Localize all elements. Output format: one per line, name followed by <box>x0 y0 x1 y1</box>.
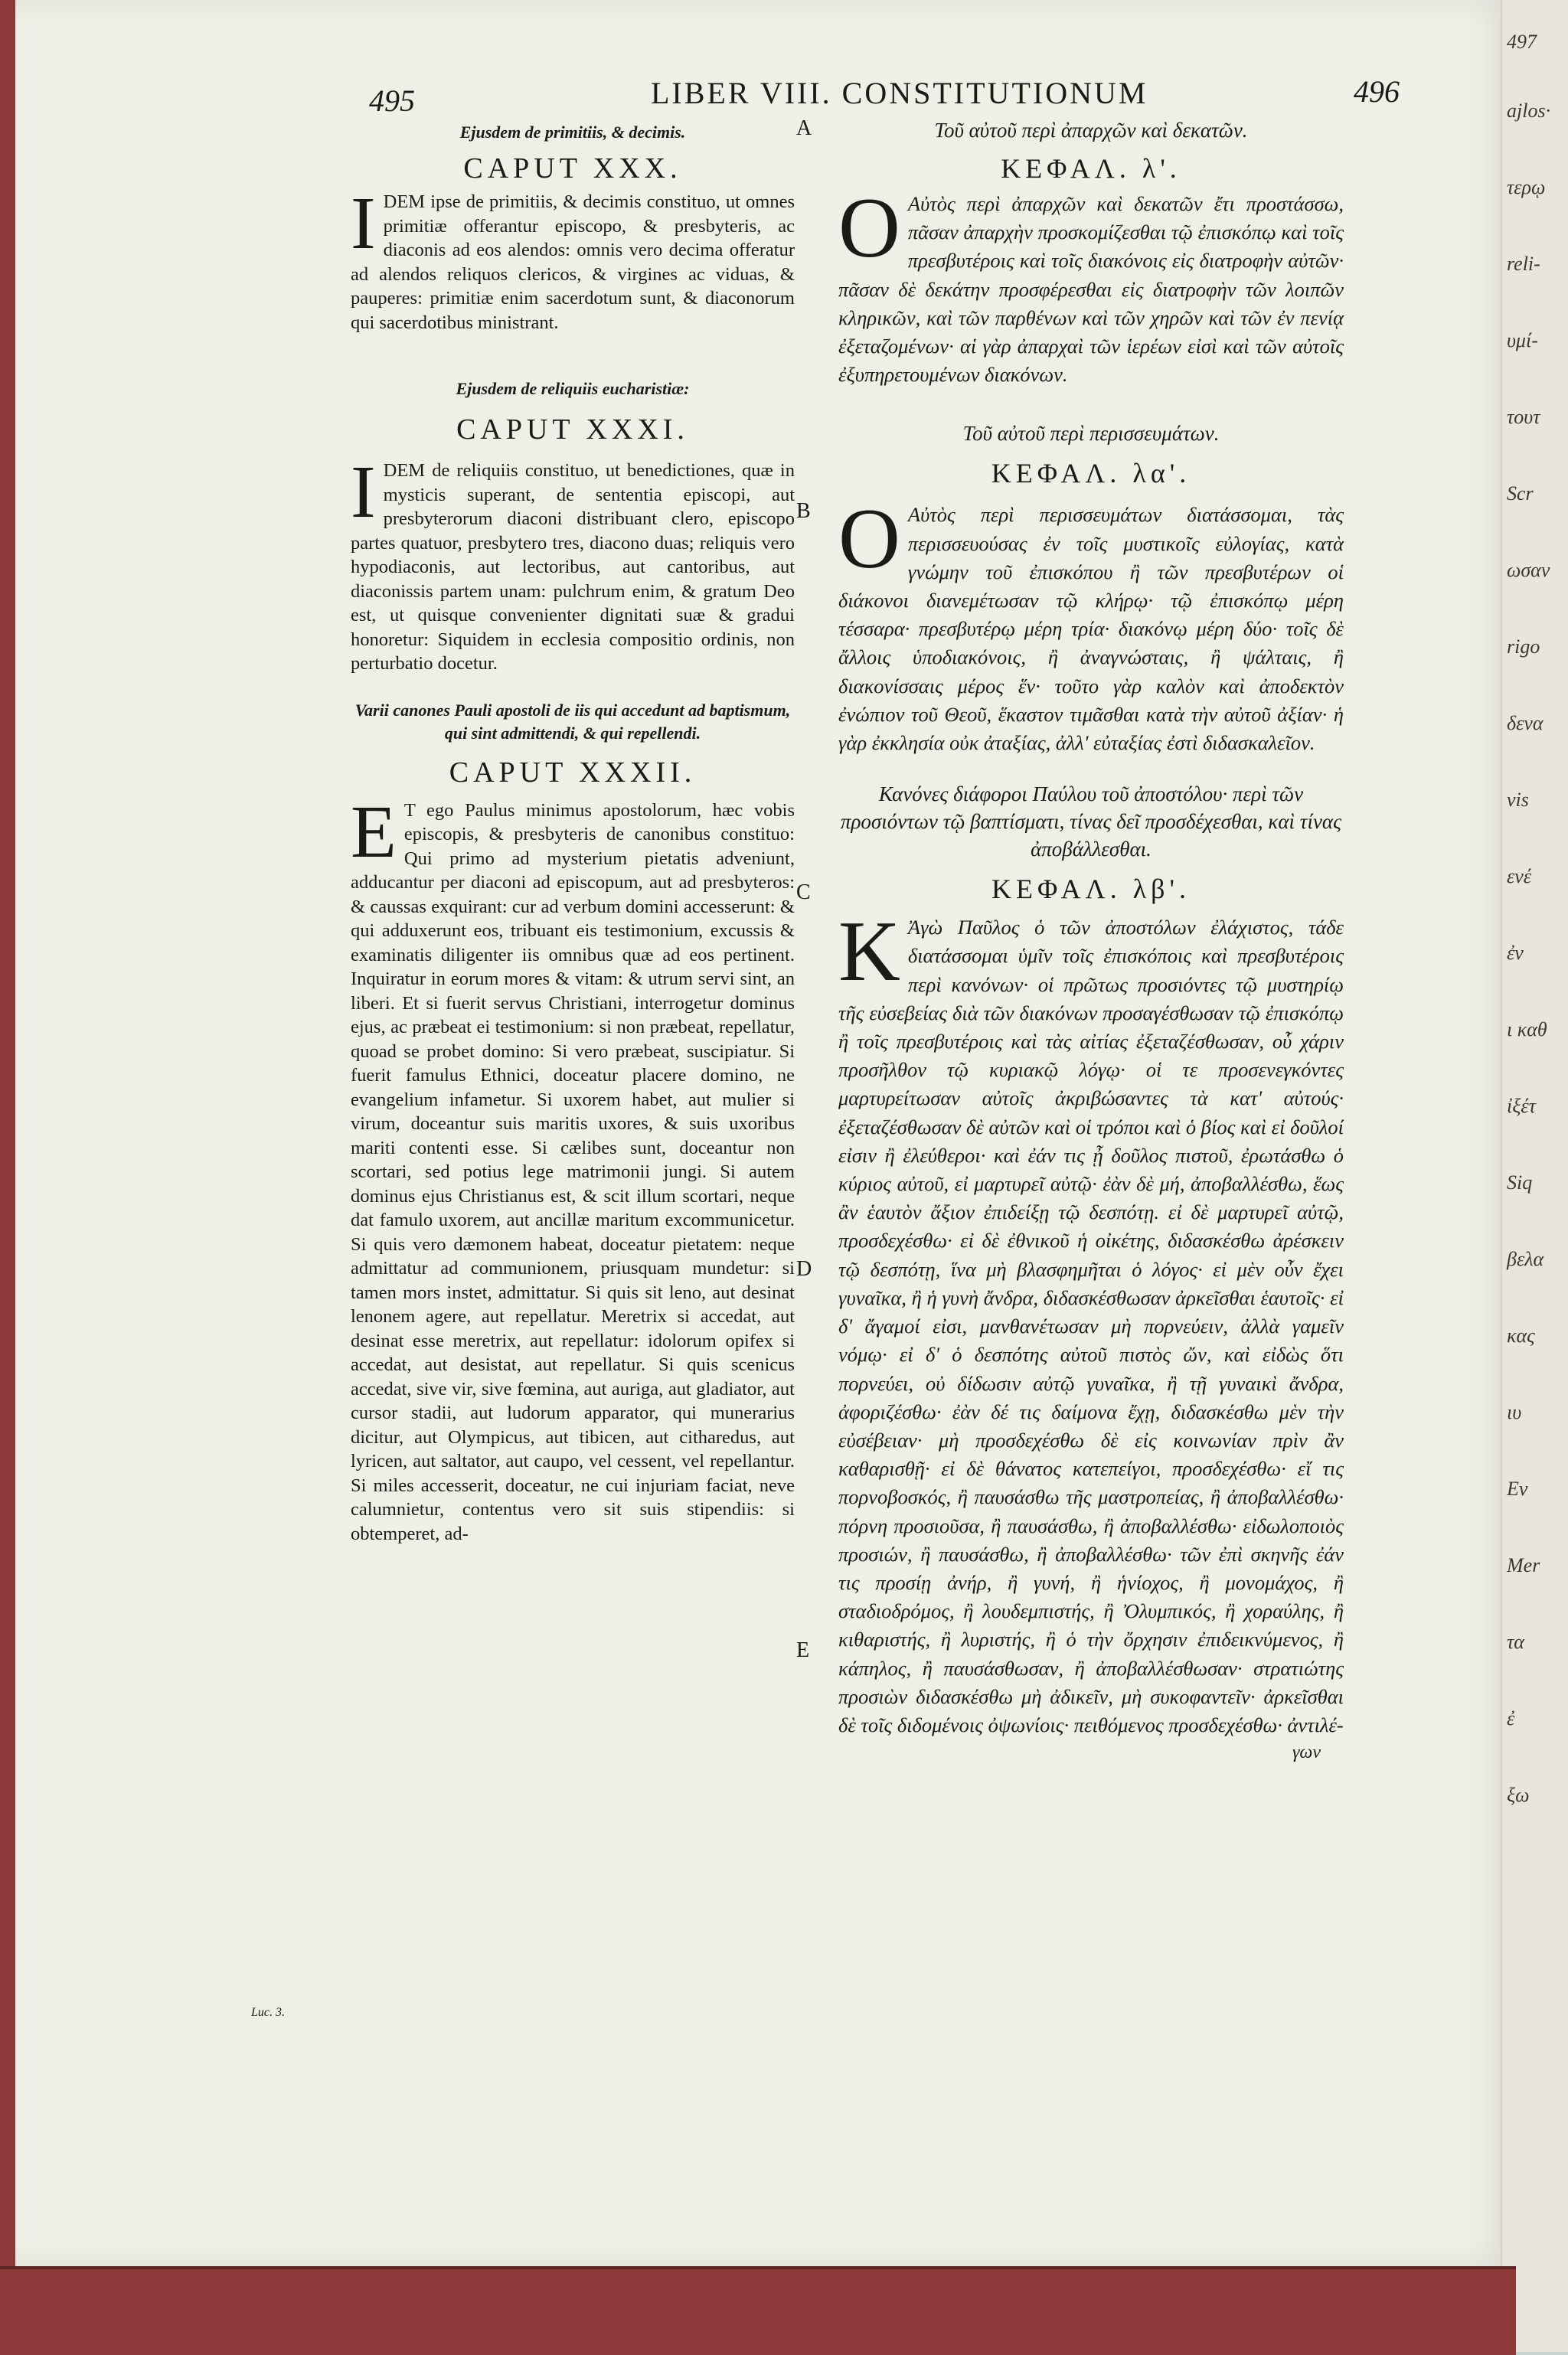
chapter-30-subtitle-latin: Ejusdem de primitiis, & decimis. <box>459 122 686 142</box>
edge-text: ιυ <box>1507 1401 1522 1423</box>
edge-text: Mer <box>1507 1554 1540 1576</box>
margin-note: Luc. 3. <box>251 2006 285 2019</box>
edge-text: vis <box>1507 789 1529 811</box>
adjacent-page-edge <box>1501 0 1568 2352</box>
edge-text: rigo <box>1507 635 1540 658</box>
book-cover-edge <box>0 2266 1516 2355</box>
edge-text: τερῳ <box>1507 176 1546 198</box>
book-binding <box>0 0 15 2352</box>
drop-cap: Κ <box>838 904 900 1000</box>
chapter-31-text-latin: IDEM de reliquiis constituo, ut benedictiones, quæ in mysticis superant, de sententia episcopi, aut presbyterorum diaconi distribuant clero, episcopo partes quatuor, presbytero tres, diacono duas; reliquis vero hypodiaconis, aut lectoribus, aut cantoribus, aut diaconissis partem unam: pulchrum enim, & gratum Deo est, ut quisque convenienter dignitati suæ & gradui honoretur: Siquidem in ecclesia compositio ordinis, non perturbatio docetur. <box>351 451 795 674</box>
edge-text: 497 <box>1507 31 1537 53</box>
chapter-32-subtitle-latin: Varii canones Pauli apostoli de iis qui accedunt ad baptismum, qui sint admittendi, & qui repellendi. <box>354 700 791 743</box>
chapter-32-text-latin: E T ego Paulus minimus apostolorum, hæc vobis episcopis, & presbyteris de canonibus constituo: Qui primo ad mysterium pietatis adveniunt, adducantur per diaconi ad episcopum, aut ad presbyteros: & caussas exquirant: cur ad verbum domini accesserunt: & qui adduxerunt eos, tribuant eis testimonium, excussis & examinatis diligenter iis omnibus quæ ad eos pertinent. Inquiratur in eorum mores & vitam: & utrum servi sint, an liberi. Et si fuerit servus Christiani, interrogetur dominus ejus, ac præbeat ei testimonium: si non præbeat, repellatur, quoad se probet domino: Si vero præbeat, suscipiatur. Si fuerit famulus Ethnici, doceatur placere domino, ne evangelium infametur. Si uxorem habet, aut mulier si virum, doceantur suis maritis uxores, & suis uxoribus mariti contenti esse. Si cælibes sunt, doceantur non scortari, sed potius lege matrimonii jungi. Si autem dominus ejus Christianus est, & scit illum scortari, neque dat famulo uxorem, aut ancillæ maritum excommunicetur. Si quis vero dæmonem habeat, doceatur pietatem: neque admittatur ad communionem, priusquam mundetur: si tamen mors instet, admittatur. Si quis sit leno, aut desinat lenonem agere, aut repellatur. Meretrix si accedat, aut desinat esse meretrix, aut repellatur: idolorum opifex si accedat, aut desistat, aut repellatur. Si quis scenicus accedat, sive vir, sive fœmina, aut auriga, aut gladiator, aut cursor stadii, aut ludorum apparator, qui munerarius dicitur, aut Olympicus, aut tibicen, aut citharedus, aut lyricen, aut saltator, aut caupo, vel cessent, vel repellantur. Si miles accesserit, doceatur, ne cui injuriam faciat, neve calumnietur, contentus vero sit suis stipendiis: si obtemperet, ad- <box>351 790 795 1544</box>
edge-text: Siq <box>1507 1171 1533 1194</box>
chapter-32-text-greek: Κ Ἀγὼ Παῦλος ὁ τῶν ἀποστόλων ἐλάχιστος, τάδε διατάσσομαι ὑμῖν τοῖς ἐπισκόποις καὶ πρεσβυτέροις περὶ κανόνων· οἱ πρῶτως προσιόντες τῷ μυστηρίῳ τῆς εὐσεβείας διὰ τῶν διακόνων προσαγέσθωσαν τῷ ἐπισκόπῳ ἢ τοῖς πρεσβυτέροις καὶ τὰς αἰτίας ἐξεταζέσθωσαν, οὗ χάριν προσῆλθον τῷ κυριακῷ λόγῳ· οἱ τε προσενεγκόντες μαρτυρείτωσαν αὐτοῖς ἀκριβώσαντες τὰ κατ' αὐτούς· ἐξεταζέσθωσαν δὲ αὐτῶν καὶ οἱ τρόποι καὶ ὁ βίος καὶ εἰ δοῦλοί εἰσιν ἢ ἐλεύθεροι· καὶ ἐάν τις ᾖ δοῦλος πιστοῦ, ἐρωτάσθω ὁ κύριος αὐτοῦ, εἰ μαρτυρεῖ αὐτῷ· ἐὰν δὲ μή, ἀποβαλλέσθω, ἕως ἂν ἑαυτὸν ἄξιον ἐπιδείξῃ τῷ δεσπότῃ. εἰ δὲ μαρτυρεῖ αὐτῷ, προσδεχέσθω· εἰ δὲ ἐθνικοῦ ἡ οἰκέτης, διδασκέσθω ἀρέσκειν τῷ δεσπότῃ, ἵνα μὴ βλασφημῆται ὁ λόγος· εἰ μὲν οὖν ἔχει γυναῖκα, ἢ ἡ γυνὴ ἄνδρα, διδασκέσθωσαν ἀρκεῖσθαι ἑαυτοῖς· εἰ δ' ἄγαμοί εἰσι, μανθανέτωσαν μὴ πορνεύειν, ἀλλὰ γαμεῖν νόμῳ· εἰ δ' ὁ δεσπότης αὐτοῦ πιστὸς ὤν, καὶ εἰδὼς ὅτι πορνεύει, οὐ δίδωσιν αὐτῷ γυναῖκα, ἢ τῇ γυναικὶ ἄνδρα, ἀφοριζέσθω· ἐὰν δέ τις δαίμονα ἔχῃ, διδασκέσθω μὲν τὴν εὐσέβειαν· μὴ προσδεχέσθω δὲ εἰς κοινωνίαν πρὶν ἂν καθαρισθῇ· εἰ δὲ θάνατος κατεπείγοι, προσδεχέσθω· εἴ τις πορνοβοσκός, ἢ παυσάσθω τῆς μαστροπείας, ἢ ἀποβαλλέσθω· πόρνη προσιοῦσα, ἢ παυσάσθω, ἢ ἀποβαλλέσθω· εἰδωλοποιὸς προσιών, ἢ παυσάσθω, ἢ ἀποβαλλέσθω· τῶν ἐπὶ σκηνῆς ἐάν τις προσίῃ ἀνήρ, ἢ γυνή, ἢ ἡνίοχος, ἢ μονομάχος, ἢ σταδιοδρόμος, ἢ λουδεμπιστής, ἢ Ὀλυμπικός, ἢ χοραύλης, ἢ κιθαριστής, ἢ λυριστής, ἢ ὁ τὴν ὄρχησιν ἐπιδεικνύμενος, ἢ κάπηλος, ἢ παυσάσθωσαν, ἢ ἀποβαλλέσθωσαν· στρατιώτης προσιὼν διδασκέσθω μὴ ἀδικεῖν, μὴ συκοφαντεῖν· ἀρκεῖσθαι δὲ τοῖς διδομένοις ὀψωνίοις· πειθόμενος προσδεχέσθω· ἀντιλέ- <box>838 904 1344 1736</box>
catchword: γων <box>1292 1743 1321 1763</box>
edge-text: ξω <box>1507 1784 1530 1806</box>
chapter-32-subtitle-greek: Κανόνες διάφοροι Παύλου τοῦ ἀποστόλου· περὶ τῶν προσιόντων τῷ βαπτίσματι, τίνας δεῖ προσδέχεσθαι, καὶ τίνας ἀποβάλλεσθαι. <box>840 782 1342 861</box>
margin-letter-b: B <box>796 499 811 523</box>
margin-letter-a: A <box>796 116 812 140</box>
edge-text: ενέ <box>1507 865 1532 887</box>
edge-text: τα <box>1507 1631 1524 1653</box>
chapter-31-text-greek: Ο Αὐτὸς περὶ περισσευμάτων διατάσσομαι, τὰς περισσευούσας ἐν τοῖς μυστικοῖς εὐλογίας, κατὰ γνώμην τοῦ ἐπισκόπου ἢ τῶν πρεσβυτέρων οἱ διάκονοι διανεμέτωσαν τῷ κλήρῳ· τῷ ἐπισκόπῳ μέρη τέσσαρα· πρεσβυτέρῳ μέρη τρία· διακόνῳ μέρη δύο· τοῖς δὲ ἄλλοις ὑποδιακόνοις, ἢ ἀναγνώσταις, ἢ ψάλταις, ἢ διακονίσσαις μέρος ἕν· τοῦτο γὰρ καλὸν καὶ ἀποδεκτὸν ἐνώπιον τοῦ Θεοῦ, ἕκαστον τιμᾶσθαι κατὰ τὴν αὐτοῦ ἀξίαν· ἡ γὰρ ἐκκλησία οὐκ ἀταξίας, ἀλλ' εὐταξίας ἐστὶ διδασκαλεῖον. <box>838 492 1344 755</box>
chapter-31-subtitle-greek: Τοῦ αὐτοῦ περὶ περισσευμάτων. <box>962 422 1220 446</box>
margin-letter-e: E <box>796 1638 810 1662</box>
chapter-30-heading-greek: ΚΕΦΑΛ. λ'. <box>1001 153 1181 184</box>
edge-text: ἐ <box>1507 1707 1515 1730</box>
chapter-31-heading-latin: CAPUT XXXI. <box>456 413 689 446</box>
chapter-31-heading-greek: ΚΕΦΑΛ. λα'. <box>991 458 1191 489</box>
book-page <box>15 0 1516 2266</box>
edge-text: ι καθ <box>1507 1018 1547 1040</box>
chapter-31-subtitle-latin: Ejusdem de reliquiis eucharistiæ: <box>456 379 690 398</box>
drop-cap: I <box>351 182 376 265</box>
chapter-30-text-latin: IDEM ipse de primitiis, & decimis constituo, ut omnes primitiæ offerantur episcopo, & presbyteris, ac diaconis ad eos alendos: omnis vero decima offeratur ad alendos reliquos clericos, & virgines ac viduas, & pauperes: primitiæ enim sacerdotum sunt, & diaconorum qui sacerdotibus ministrant. <box>351 182 795 333</box>
chapter-32-heading-latin: CAPUT XXXII. <box>449 756 697 789</box>
drop-cap: I <box>351 451 376 534</box>
edge-text: ωσαν <box>1507 559 1550 581</box>
drop-cap: Ο <box>838 492 900 587</box>
page-number-right: 496 <box>1354 74 1400 109</box>
drop-cap: Ο <box>838 181 900 276</box>
edge-text: κας <box>1507 1324 1535 1347</box>
edge-text: ἰξέτ <box>1507 1095 1536 1117</box>
drop-cap: E <box>351 790 397 874</box>
edge-text: δενα <box>1507 712 1544 734</box>
chapter-30-text-greek: Ο Αὐτὸς περὶ ἀπαρχῶν καὶ δεκατῶν ἔτι προστάσσω, πᾶσαν ἀπαρχὴν προσκομίζεσθαι τῷ ἐπισκόπῳ καὶ τοῖς πρεσβυτέροις καὶ τοῖς διακόνοις εἰς διατροφὴν αὐτῶν· πᾶσαν δὲ δεκάτην προσφέρεσθαι εἰς διατροφὴν τῶν λοιπῶν κληρικῶν, καὶ τῶν παρθένων καὶ τῶν χηρῶν καὶ τῶν ἐν πενίᾳ ἐξεταζομένων· αἱ γὰρ ἀπαρχαὶ τῶν ἱερέων εἰσὶ καὶ τῶν αὐτοῖς ἐξυπηρετουμένων διακόνων. <box>838 181 1344 387</box>
edge-text: Scr <box>1507 482 1534 505</box>
edge-text: τουτ <box>1507 406 1540 428</box>
margin-letter-c: C <box>796 880 811 904</box>
edge-text: υμί- <box>1507 329 1538 351</box>
chapter-32-heading-greek: ΚΕΦΑΛ. λβ'. <box>991 874 1191 905</box>
greek-column <box>838 115 1344 1763</box>
chapter-30-heading-latin: CAPUT XXX. <box>463 152 682 185</box>
edge-text: reli- <box>1507 253 1540 275</box>
edge-text: Εν <box>1507 1478 1528 1500</box>
page-number-left: 495 <box>369 83 415 118</box>
margin-letter-d: D <box>796 1257 812 1281</box>
edge-text: ἐν <box>1507 942 1524 964</box>
edge-text: βελα <box>1507 1248 1544 1270</box>
edge-text: ajlos· <box>1507 100 1551 122</box>
latin-column <box>351 115 795 1546</box>
running-title: LIBER VIII. CONSTITUTIONUM <box>651 76 1148 110</box>
chapter-30-subtitle-greek: Τοῦ αὐτοῦ περὶ ἀπαρχῶν καὶ δεκατῶν. <box>934 119 1248 142</box>
